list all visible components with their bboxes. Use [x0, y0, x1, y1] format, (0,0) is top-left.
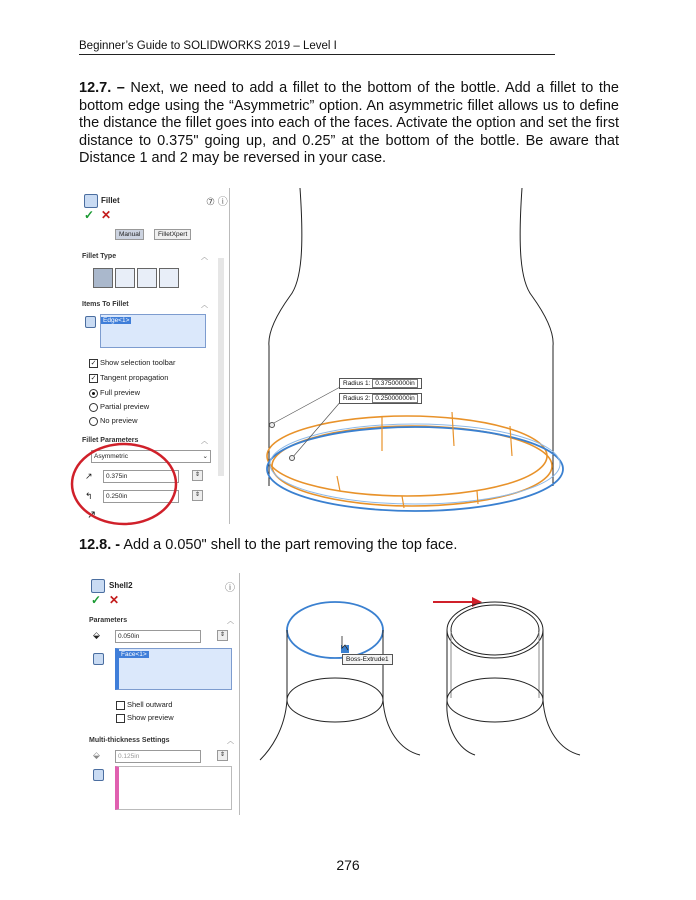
fillet-title: Fillet: [101, 196, 120, 205]
panel-scrollbar[interactable]: [218, 258, 224, 476]
collapse-chevron-icon[interactable]: ︿: [201, 254, 208, 261]
fillet-type-constant-button[interactable]: [93, 268, 113, 288]
collapse-chevron-icon[interactable]: ︿: [201, 302, 208, 309]
partial-preview-radio[interactable]: [89, 402, 149, 412]
radius2-label: Radius 2:: [343, 395, 371, 402]
radius2-callout[interactable]: [339, 393, 422, 404]
step-12-7-paragraph: [79, 80, 619, 168]
radius1-callout[interactable]: [339, 378, 422, 389]
fillet-model-view: [232, 186, 572, 526]
fillet-icon: [84, 194, 98, 208]
selected-face-item[interactable]: Face<1>: [121, 651, 147, 658]
selected-edge-item[interactable]: Edge<1>: [103, 317, 130, 324]
ok-check-icon[interactable]: ✓: [84, 208, 95, 222]
step-12-8-paragraph: [79, 537, 457, 553]
distance1-input[interactable]: 0.375in: [103, 470, 179, 483]
profile-dropdown[interactable]: Asymmetric ⌄: [91, 450, 211, 463]
edge-selection-icon: [85, 316, 96, 328]
multi-thickness-heading: Multi-thickness Settings: [89, 737, 170, 744]
radius1-label: Radius 1:: [343, 380, 371, 387]
radius1-value[interactable]: 0.37500000in: [372, 379, 417, 388]
shell-icon: [91, 579, 105, 593]
distance2-spinner[interactable]: ⇕: [192, 490, 203, 501]
radio-label: Partial preview: [100, 402, 150, 411]
show-selection-toolbar-checkbox[interactable]: ✓ Show selection toolbar: [90, 358, 176, 367]
shell-model-views: [240, 590, 620, 815]
checkbox-label: Show selection toolbar: [100, 358, 176, 367]
radius2-value[interactable]: 0.25000000in: [372, 394, 417, 403]
shell-title: Shell2: [109, 581, 133, 590]
cancel-x-icon[interactable]: ✕: [101, 208, 112, 222]
tangent-propagation-checkbox[interactable]: ✓ Tangent propagation: [90, 373, 169, 382]
running-header: Beginner’s Guide to SOLIDWORKS 2019 – Level I: [79, 40, 555, 55]
radio-label: No preview: [100, 416, 138, 425]
page-number: 276: [336, 857, 360, 873]
thickness-spinner[interactable]: ⇕: [217, 630, 228, 641]
step-12-8-number: 12.8. -: [79, 537, 121, 553]
tab-filletxpert[interactable]: FilletXpert: [154, 229, 191, 240]
help-icon[interactable]: ⓘ: [225, 583, 235, 594]
reverse-direction-icon[interactable]: ↗: [87, 509, 97, 521]
edge-selection-box[interactable]: [100, 314, 206, 348]
profile-value: Asymmetric: [94, 453, 128, 460]
distance2-input[interactable]: 0.250in: [103, 490, 179, 503]
thickness-input[interactable]: 0.050in: [115, 630, 201, 643]
face-selection-icon: [93, 653, 104, 665]
fillet-type-face-button[interactable]: [137, 268, 157, 288]
no-preview-radio[interactable]: [89, 416, 138, 426]
parameters-heading: Parameters: [89, 617, 128, 624]
collapse-chevron-icon[interactable]: ︿: [227, 618, 234, 625]
collapse-chevron-icon[interactable]: ︿: [201, 438, 208, 445]
ok-check-icon[interactable]: ✓: [91, 593, 102, 607]
step-12-7-text: Next, we need to add a fillet to the bottom of the bottle. Add a fillet to the bottom edge using the “Asymmetric” option. An asymmetric fillet allows us to define the distance the fillet goes into each of the faces. Activate the option and set the first distance to 0.375" going up, and 0.25” at the bottom of the bottle. Be aware that Distance 1 and 2 may be reversed in your case.: [79, 80, 620, 166]
items-to-fillet-heading: Items To Fillet: [82, 301, 129, 308]
fillet-type-variable-button[interactable]: [115, 268, 135, 288]
multi-thickness-spinner[interactable]: ⇕: [217, 750, 228, 761]
cancel-x-icon[interactable]: ✕: [109, 593, 120, 607]
distance2-icon: ↰: [85, 491, 93, 501]
thickness-icon: ⬙: [93, 630, 100, 640]
fillet-type-full-round-button[interactable]: [159, 268, 179, 288]
step-12-8-text: Add a 0.050" shell to the part removing the top face.: [120, 537, 458, 553]
shell-property-manager: [79, 573, 240, 815]
distance1-icon: ↗: [85, 471, 93, 481]
multi-thickness-icon: ⬙: [93, 750, 100, 760]
boss-extrude-tooltip: Boss-Extrude1: [342, 654, 393, 665]
shell-outward-checkbox[interactable]: [116, 700, 172, 710]
fillet-parameters-heading: Fillet Parameters: [82, 437, 139, 444]
tab-manual[interactable]: Manual: [115, 229, 144, 240]
distance1-spinner[interactable]: ⇕: [192, 470, 203, 481]
multi-thickness-input[interactable]: 0.125in: [115, 750, 201, 763]
full-preview-radio[interactable]: [89, 388, 140, 398]
show-preview-checkbox[interactable]: [116, 713, 174, 723]
fillet-type-heading: Fillet Type: [82, 253, 117, 260]
multi-face-selection-icon: [93, 769, 104, 781]
help-icon[interactable]: ⑦ ⓘ: [206, 197, 228, 208]
face-selection-box[interactable]: [115, 648, 232, 690]
radio-label: Full preview: [100, 388, 141, 397]
checkbox-label: Tangent propagation: [100, 373, 169, 382]
checkbox-label: Shell outward: [127, 700, 173, 709]
multi-face-selection-box[interactable]: [115, 766, 232, 810]
step-12-7-number: 12.7. –: [79, 80, 125, 96]
highlight-circle: [70, 440, 180, 530]
collapse-chevron-icon[interactable]: ︿: [227, 738, 234, 745]
checkbox-label: Show preview: [127, 713, 174, 722]
